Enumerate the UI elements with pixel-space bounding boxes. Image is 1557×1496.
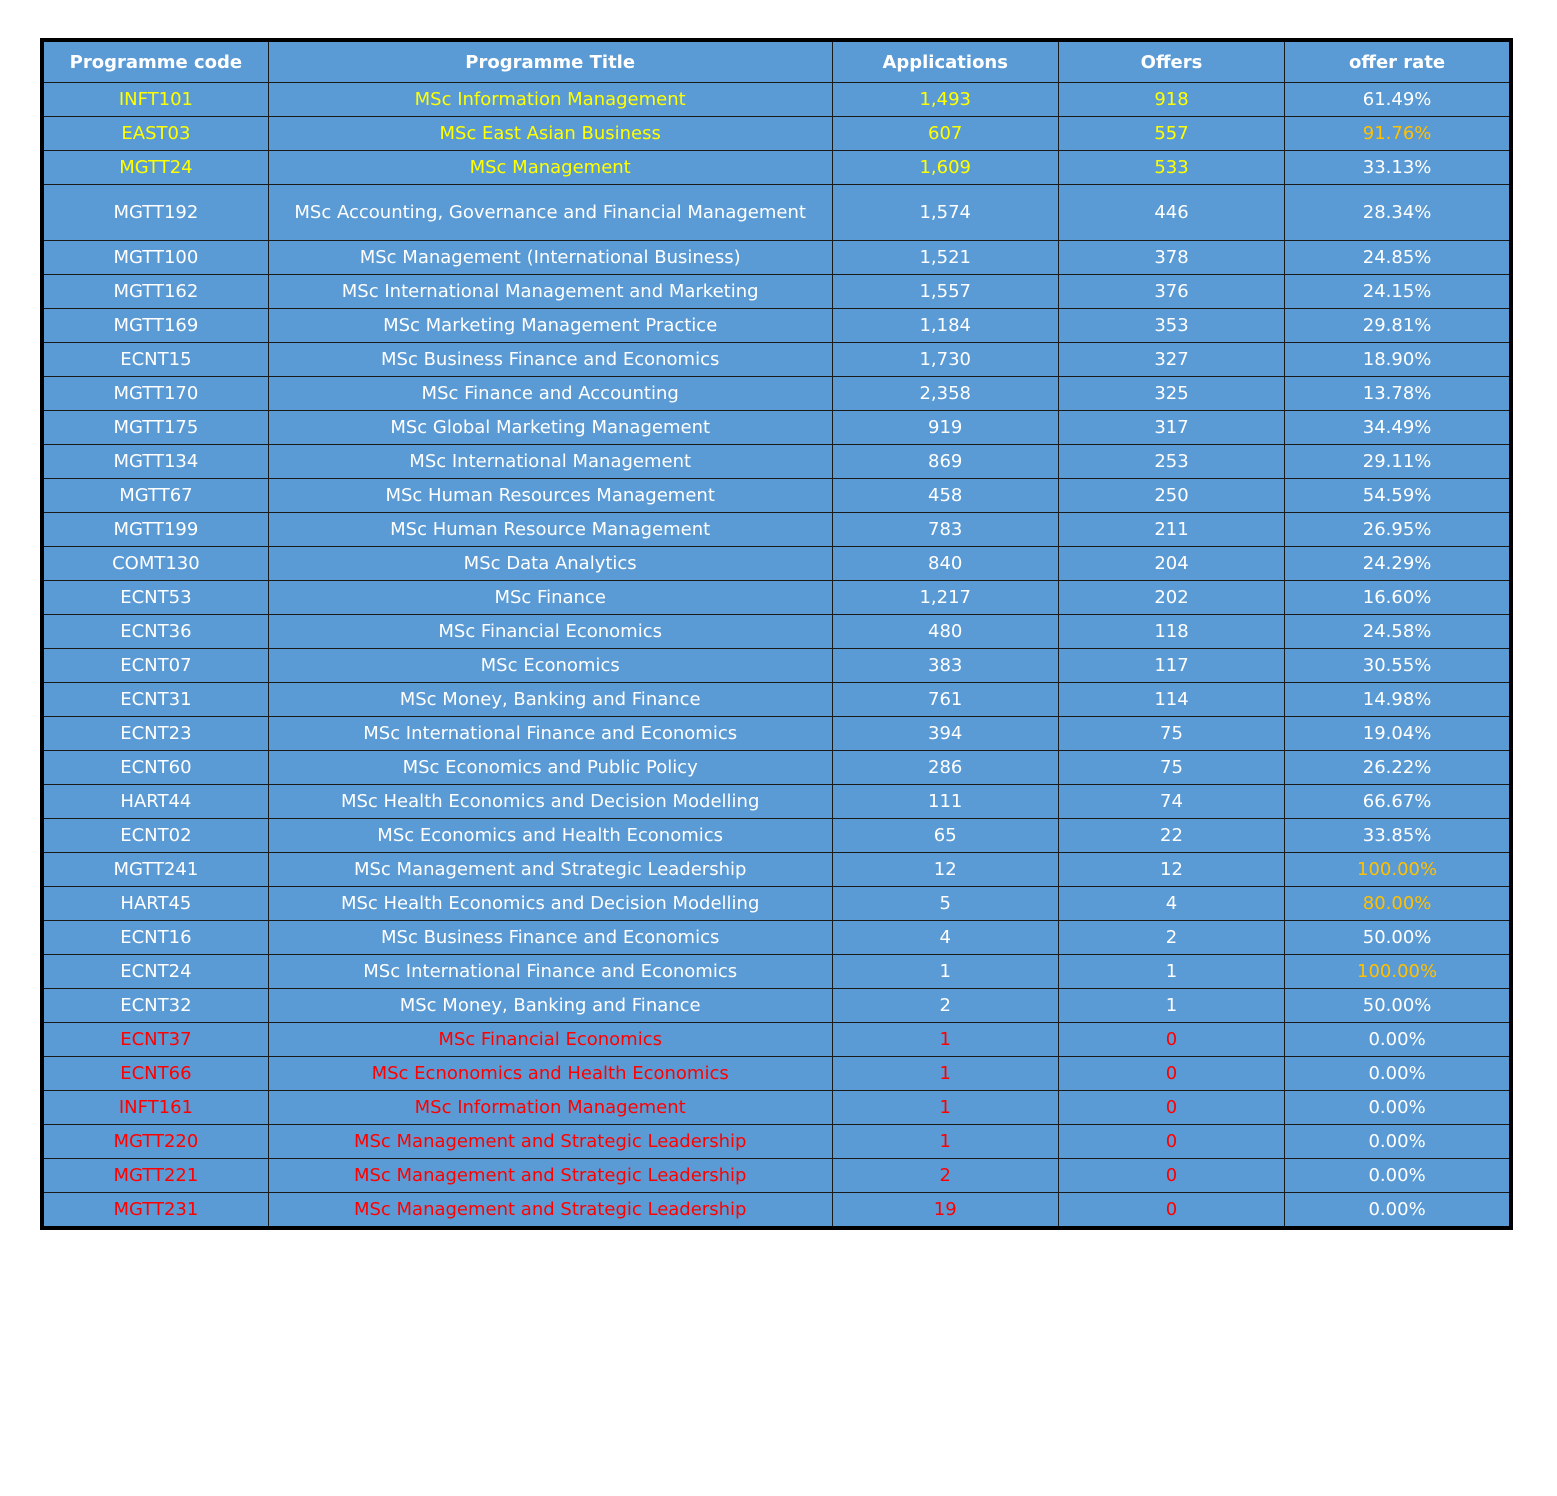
table-row — [42, 717, 1511, 751]
cell-offer-rate[interactable]: 0.00% — [1285, 1057, 1511, 1091]
cell-programme-code[interactable]: ECNT37 — [42, 1023, 268, 1057]
cell-applications[interactable]: 5 — [832, 887, 1058, 921]
table-row — [42, 581, 1511, 615]
cell-offer-rate[interactable]: 26.95% — [1285, 513, 1511, 547]
cell-programme-title[interactable]: MSc Global Marketing Management — [268, 411, 832, 445]
table-row — [42, 1159, 1511, 1193]
cell-offers[interactable]: 557 — [1058, 117, 1284, 151]
cell-offer-rate[interactable]: 80.00% — [1285, 887, 1511, 921]
cell-applications[interactable]: 1,574 — [832, 185, 1058, 241]
cell-programme-title[interactable]: MSc International Management — [268, 445, 832, 479]
cell-programme-code[interactable]: ECNT36 — [42, 615, 268, 649]
cell-offers[interactable]: 0 — [1058, 1193, 1284, 1229]
cell-applications[interactable]: 1,557 — [832, 275, 1058, 309]
cell-offer-rate[interactable]: 33.85% — [1285, 819, 1511, 853]
cell-programme-title[interactable]: MSc Management — [268, 151, 832, 185]
cell-programme-title[interactable]: MSc Ecnonomics and Health Economics — [268, 1057, 832, 1091]
cell-applications[interactable]: 65 — [832, 819, 1058, 853]
cell-programme-title[interactable]: MSc Health Economics and Decision Modelling — [268, 785, 832, 819]
cell-programme-code[interactable]: MGTT24 — [42, 151, 268, 185]
cell-offer-rate[interactable]: 61.49% — [1285, 83, 1511, 117]
cell-programme-title[interactable]: MSc Financial Economics — [268, 1023, 832, 1057]
cell-offer-rate[interactable]: 28.34% — [1285, 185, 1511, 241]
cell-programme-title[interactable]: MSc Management and Strategic Leadership — [268, 1159, 832, 1193]
cell-offers[interactable]: 117 — [1058, 649, 1284, 683]
table-row — [42, 151, 1511, 185]
cell-programme-code[interactable]: ECNT15 — [42, 343, 268, 377]
table-row — [42, 411, 1511, 445]
cell-applications[interactable]: 394 — [832, 717, 1058, 751]
cell-offer-rate[interactable]: 0.00% — [1285, 1159, 1511, 1193]
cell-applications[interactable]: 1,609 — [832, 151, 1058, 185]
cell-programme-title[interactable]: MSc Information Management — [268, 1091, 832, 1125]
cell-programme-code[interactable]: MGTT220 — [42, 1125, 268, 1159]
cell-offer-rate[interactable]: 30.55% — [1285, 649, 1511, 683]
cell-applications[interactable]: 2 — [832, 989, 1058, 1023]
cell-programme-title[interactable]: MSc Health Economics and Decision Modelling — [268, 887, 832, 921]
cell-offer-rate[interactable]: 14.98% — [1285, 683, 1511, 717]
cell-offer-rate[interactable]: 24.85% — [1285, 241, 1511, 275]
spreadsheet-table-container — [40, 38, 1513, 1230]
table-row — [42, 751, 1511, 785]
header-row — [42, 40, 1511, 83]
cell-programme-title[interactable]: MSc Management (International Business) — [268, 241, 832, 275]
cell-programme-title[interactable]: MSc Data Analytics — [268, 547, 832, 581]
header-offer-rate[interactable]: offer rate — [1285, 40, 1511, 83]
cell-applications[interactable]: 1,730 — [832, 343, 1058, 377]
cell-offer-rate[interactable]: 0.00% — [1285, 1125, 1511, 1159]
table-row — [42, 343, 1511, 377]
cell-offers[interactable]: 114 — [1058, 683, 1284, 717]
cell-programme-code[interactable]: INFT161 — [42, 1091, 268, 1125]
cell-applications[interactable]: 1 — [832, 1057, 1058, 1091]
table-row — [42, 819, 1511, 853]
table-row — [42, 785, 1511, 819]
cell-offer-rate[interactable]: 54.59% — [1285, 479, 1511, 513]
cell-programme-code[interactable]: MGTT192 — [42, 185, 268, 241]
cell-offer-rate[interactable]: 26.22% — [1285, 751, 1511, 785]
cell-programme-title[interactable]: MSc International Management and Marketing — [268, 275, 832, 309]
cell-programme-title[interactable]: MSc Management and Strategic Leadership — [268, 1193, 832, 1229]
cell-offer-rate[interactable]: 100.00% — [1285, 955, 1511, 989]
cell-applications[interactable]: 1,493 — [832, 83, 1058, 117]
table-row — [42, 83, 1511, 117]
cell-applications[interactable]: 111 — [832, 785, 1058, 819]
table-row — [42, 853, 1511, 887]
cell-applications[interactable]: 919 — [832, 411, 1058, 445]
cell-programme-code[interactable]: INFT101 — [42, 83, 268, 117]
cell-offer-rate[interactable]: 66.67% — [1285, 785, 1511, 819]
cell-programme-title[interactable]: MSc Economics and Public Policy — [268, 751, 832, 785]
cell-applications[interactable]: 869 — [832, 445, 1058, 479]
cell-offer-rate[interactable]: 18.90% — [1285, 343, 1511, 377]
cell-programme-code[interactable]: ECNT60 — [42, 751, 268, 785]
cell-offers[interactable]: 353 — [1058, 309, 1284, 343]
cell-programme-title[interactable]: MSc Business Finance and Economics — [268, 921, 832, 955]
cell-offers[interactable]: 0 — [1058, 1159, 1284, 1193]
table-row — [42, 479, 1511, 513]
cell-offers[interactable]: 533 — [1058, 151, 1284, 185]
table-row — [42, 275, 1511, 309]
table-row — [42, 1023, 1511, 1057]
cell-programme-code[interactable]: HART45 — [42, 887, 268, 921]
cell-applications[interactable]: 19 — [832, 1193, 1058, 1229]
cell-applications[interactable]: 1 — [832, 1023, 1058, 1057]
programme-table — [40, 38, 1513, 1230]
cell-offer-rate[interactable]: 29.81% — [1285, 309, 1511, 343]
cell-applications[interactable]: 2,358 — [832, 377, 1058, 411]
table-row — [42, 683, 1511, 717]
cell-applications[interactable]: 1 — [832, 1091, 1058, 1125]
cell-applications[interactable]: 1,217 — [832, 581, 1058, 615]
table-row — [42, 887, 1511, 921]
cell-programme-code[interactable]: ECNT16 — [42, 921, 268, 955]
cell-programme-code[interactable]: MGTT134 — [42, 445, 268, 479]
header-programme-title[interactable]: Programme Title — [268, 40, 832, 83]
cell-applications[interactable]: 12 — [832, 853, 1058, 887]
cell-offers[interactable]: 1 — [1058, 955, 1284, 989]
cell-programme-code[interactable]: MGTT162 — [42, 275, 268, 309]
table-row — [42, 117, 1511, 151]
cell-offers[interactable]: 74 — [1058, 785, 1284, 819]
cell-offers[interactable]: 446 — [1058, 185, 1284, 241]
table-row — [42, 649, 1511, 683]
table-row — [42, 445, 1511, 479]
cell-applications[interactable]: 761 — [832, 683, 1058, 717]
cell-programme-title[interactable]: MSc Financial Economics — [268, 615, 832, 649]
cell-programme-code[interactable]: ECNT32 — [42, 989, 268, 1023]
cell-offers[interactable]: 22 — [1058, 819, 1284, 853]
cell-offer-rate[interactable]: 100.00% — [1285, 853, 1511, 887]
cell-programme-title[interactable]: MSc Human Resource Management — [268, 513, 832, 547]
cell-programme-title[interactable]: MSc Management and Strategic Leadership — [268, 1125, 832, 1159]
table-row — [42, 1125, 1511, 1159]
cell-applications[interactable]: 286 — [832, 751, 1058, 785]
cell-programme-code[interactable]: HART44 — [42, 785, 268, 819]
cell-programme-code[interactable]: MGTT67 — [42, 479, 268, 513]
cell-offers[interactable]: 75 — [1058, 717, 1284, 751]
cell-offers[interactable]: 118 — [1058, 615, 1284, 649]
cell-applications[interactable]: 607 — [832, 117, 1058, 151]
cell-offers[interactable]: 918 — [1058, 83, 1284, 117]
cell-offer-rate[interactable]: 0.00% — [1285, 1091, 1511, 1125]
table-row — [42, 1193, 1511, 1229]
cell-programme-code[interactable]: ECNT02 — [42, 819, 268, 853]
table-row — [42, 955, 1511, 989]
cell-offers[interactable]: 204 — [1058, 547, 1284, 581]
cell-programme-code[interactable]: MGTT231 — [42, 1193, 268, 1229]
cell-programme-title[interactable]: MSc Economics and Health Economics — [268, 819, 832, 853]
cell-offers[interactable]: 317 — [1058, 411, 1284, 445]
cell-offers[interactable]: 0 — [1058, 1125, 1284, 1159]
cell-programme-code[interactable]: MGTT221 — [42, 1159, 268, 1193]
table-row — [42, 615, 1511, 649]
cell-offer-rate[interactable]: 24.29% — [1285, 547, 1511, 581]
cell-offers[interactable]: 378 — [1058, 241, 1284, 275]
table-body — [42, 83, 1511, 1229]
header-applications[interactable]: Applications — [832, 40, 1058, 83]
cell-offer-rate[interactable]: 24.58% — [1285, 615, 1511, 649]
cell-offer-rate[interactable]: 33.13% — [1285, 151, 1511, 185]
cell-programme-title[interactable]: MSc Business Finance and Economics — [268, 343, 832, 377]
cell-programme-title[interactable]: MSc Finance — [268, 581, 832, 615]
cell-applications[interactable]: 1 — [832, 955, 1058, 989]
cell-programme-title[interactable]: MSc Information Management — [268, 83, 832, 117]
cell-offers[interactable]: 202 — [1058, 581, 1284, 615]
table-row — [42, 547, 1511, 581]
cell-offer-rate[interactable]: 0.00% — [1285, 1193, 1511, 1229]
table-row — [42, 1057, 1511, 1091]
cell-offer-rate[interactable]: 34.49% — [1285, 411, 1511, 445]
table-row — [42, 241, 1511, 275]
cell-offers[interactable]: 0 — [1058, 1057, 1284, 1091]
cell-programme-code[interactable]: MGTT169 — [42, 309, 268, 343]
cell-programme-title[interactable]: MSc International Finance and Economics — [268, 955, 832, 989]
cell-offers[interactable]: 0 — [1058, 1091, 1284, 1125]
cell-programme-code[interactable]: MGTT175 — [42, 411, 268, 445]
cell-programme-title[interactable]: MSc Economics — [268, 649, 832, 683]
cell-programme-title[interactable]: MSc Money, Banking and Finance — [268, 683, 832, 717]
cell-offers[interactable]: 0 — [1058, 1023, 1284, 1057]
cell-applications[interactable]: 4 — [832, 921, 1058, 955]
cell-programme-code[interactable]: ECNT23 — [42, 717, 268, 751]
cell-programme-code[interactable]: MGTT100 — [42, 241, 268, 275]
cell-programme-title[interactable]: MSc Marketing Management Practice — [268, 309, 832, 343]
cell-offers[interactable]: 12 — [1058, 853, 1284, 887]
table-row — [42, 377, 1511, 411]
cell-offer-rate[interactable]: 24.15% — [1285, 275, 1511, 309]
cell-programme-code[interactable]: ECNT31 — [42, 683, 268, 717]
cell-programme-code[interactable]: EAST03 — [42, 117, 268, 151]
cell-offer-rate[interactable]: 19.04% — [1285, 717, 1511, 751]
table-row — [42, 989, 1511, 1023]
table-row — [42, 1091, 1511, 1125]
cell-programme-code[interactable]: ECNT07 — [42, 649, 268, 683]
cell-programme-code[interactable]: ECNT24 — [42, 955, 268, 989]
cell-offers[interactable]: 75 — [1058, 751, 1284, 785]
cell-offers[interactable]: 1 — [1058, 989, 1284, 1023]
table-header — [42, 40, 1511, 83]
cell-offers[interactable]: 4 — [1058, 887, 1284, 921]
cell-programme-title[interactable]: MSc Finance and Accounting — [268, 377, 832, 411]
cell-offers[interactable]: 253 — [1058, 445, 1284, 479]
cell-offers[interactable]: 376 — [1058, 275, 1284, 309]
cell-applications[interactable]: 458 — [832, 479, 1058, 513]
cell-offers[interactable]: 325 — [1058, 377, 1284, 411]
header-programme-code[interactable]: Programme code — [42, 40, 268, 83]
table-row — [42, 309, 1511, 343]
cell-offer-rate[interactable]: 50.00% — [1285, 921, 1511, 955]
cell-applications[interactable]: 480 — [832, 615, 1058, 649]
cell-offer-rate[interactable]: 0.00% — [1285, 1023, 1511, 1057]
cell-programme-code[interactable]: MGTT199 — [42, 513, 268, 547]
cell-applications[interactable]: 840 — [832, 547, 1058, 581]
cell-programme-code[interactable]: COMT130 — [42, 547, 268, 581]
cell-programme-title[interactable]: MSc Management and Strategic Leadership — [268, 853, 832, 887]
table-row — [42, 513, 1511, 547]
cell-programme-title[interactable]: MSc International Finance and Economics — [268, 717, 832, 751]
header-offers[interactable]: Offers — [1058, 40, 1284, 83]
cell-applications[interactable]: 1,184 — [832, 309, 1058, 343]
cell-offer-rate[interactable]: 16.60% — [1285, 581, 1511, 615]
table-row — [42, 185, 1511, 241]
cell-applications[interactable]: 383 — [832, 649, 1058, 683]
cell-programme-title[interactable]: MSc Accounting, Governance and Financial Management — [268, 185, 832, 241]
cell-programme-title[interactable]: MSc Money, Banking and Finance — [268, 989, 832, 1023]
cell-offers[interactable]: 327 — [1058, 343, 1284, 377]
cell-offer-rate[interactable]: 50.00% — [1285, 989, 1511, 1023]
table-row — [42, 921, 1511, 955]
cell-applications[interactable]: 2 — [832, 1159, 1058, 1193]
cell-offer-rate[interactable]: 13.78% — [1285, 377, 1511, 411]
cell-applications[interactable]: 1,521 — [832, 241, 1058, 275]
cell-applications[interactable]: 783 — [832, 513, 1058, 547]
cell-offer-rate[interactable]: 91.76% — [1285, 117, 1511, 151]
cell-applications[interactable]: 1 — [832, 1125, 1058, 1159]
cell-programme-code[interactable]: MGTT170 — [42, 377, 268, 411]
cell-programme-code[interactable]: ECNT66 — [42, 1057, 268, 1091]
cell-programme-title[interactable]: MSc East Asian Business — [268, 117, 832, 151]
cell-programme-title[interactable]: MSc Human Resources Management — [268, 479, 832, 513]
cell-offer-rate[interactable]: 29.11% — [1285, 445, 1511, 479]
cell-programme-code[interactable]: MGTT241 — [42, 853, 268, 887]
cell-offers[interactable]: 211 — [1058, 513, 1284, 547]
cell-programme-code[interactable]: ECNT53 — [42, 581, 268, 615]
cell-offers[interactable]: 250 — [1058, 479, 1284, 513]
cell-offers[interactable]: 2 — [1058, 921, 1284, 955]
